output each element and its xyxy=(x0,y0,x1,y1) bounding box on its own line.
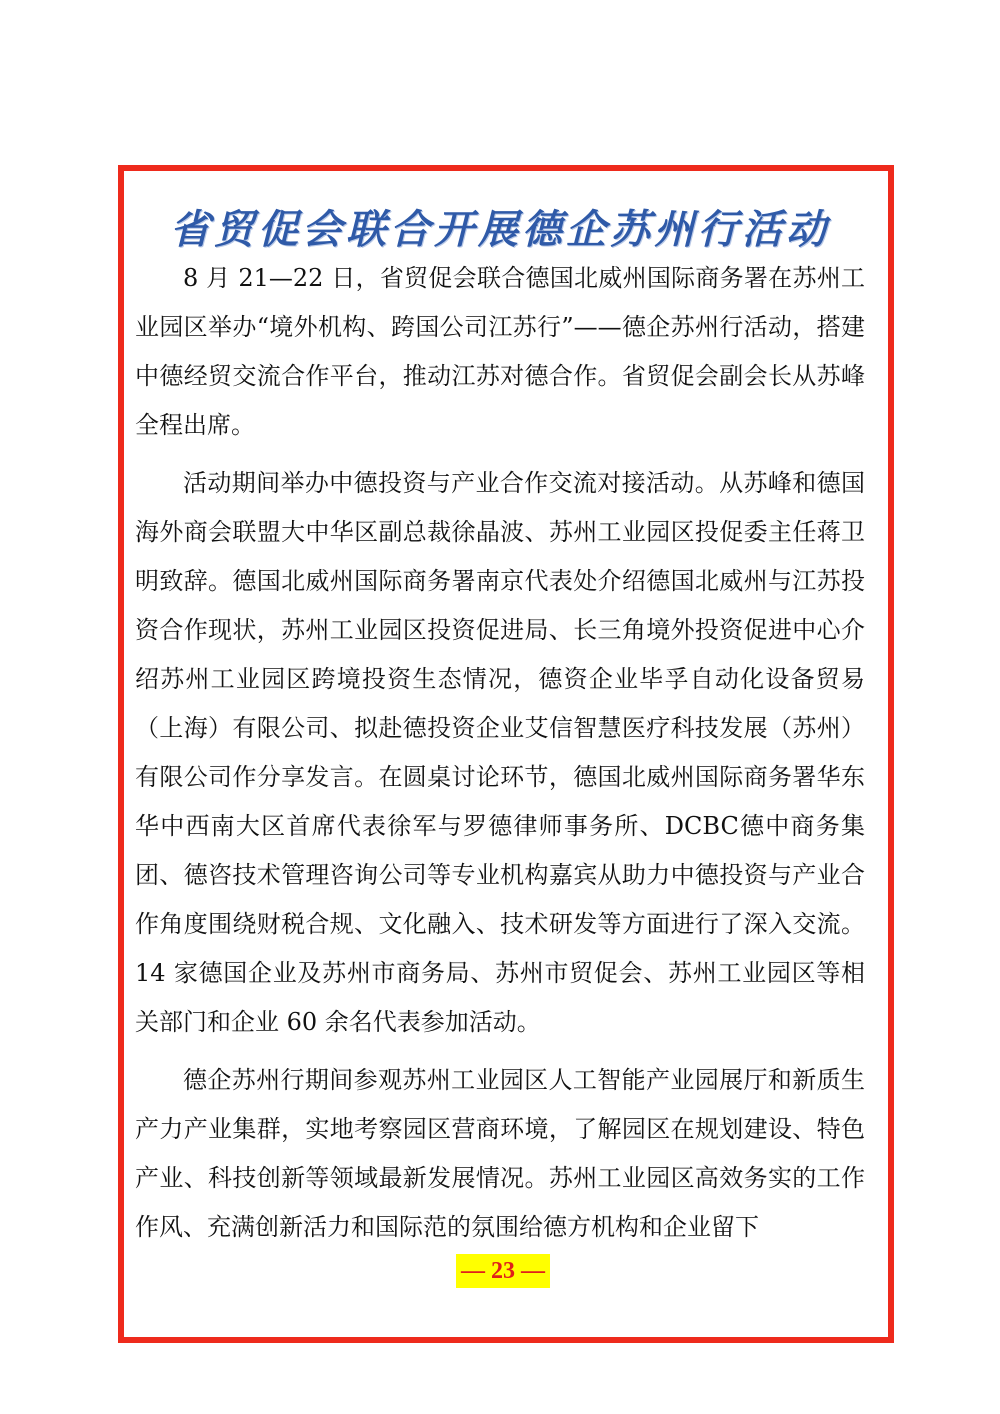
paragraph-1: 8 月 21—22 日，省贸促会联合德国北威州国际商务署在苏州工业园区举办“境外机构、跨国公司江苏行”——德企苏州行活动，搭建中德经贸交流合作平台，推动江苏对德合作。省贸促会副会长从苏峰全程出席。 xyxy=(135,264,865,439)
article-title: 省贸促会联合开展德企苏州行活动 xyxy=(170,207,830,253)
paragraph-3: 德企苏州行期间参观苏州工业园区人工智能产业园展厅和新质生产力产业集群，实地考察园区营商环境，了解园区在规划建设、特色产业、科技创新等领域最新发展情况。苏州工业园区高效务实的工作作风、充满创新活力和国际范的氛围给德方机构和企业留下 xyxy=(135,1066,865,1241)
article-body xyxy=(135,254,865,1252)
paragraph-2: 活动期间举办中德投资与产业合作交流对接活动。从苏峰和德国海外商会联盟大中华区副总裁徐晶波、苏州工业园区投促委主任蒋卫明致辞。德国北威州国际商务署南京代表处介绍德国北威州与江苏投资合作现状，苏州工业园区投资促进局、长三角境外投资促进中心介绍苏州工业园区跨境投资生态情况，德资企业毕孚自动化设备贸易（上海）有限公司、拟赴德投资企业艾信智慧医疗科技发展（苏州）有限公司作分享发言。在圆桌讨论环节，德国北威州国际商务署华东华中西南大区首席代表徐军与罗德律师事务所、DCBC德中商务集团、德咨技术管理咨询公司等专业机构嘉宾从助力中德投资与产业合作角度围绕财税合规、文化融入、技术研发等方面进行了深入交流。14 家德国企业及苏州市商务局、苏州市贸促会、苏州工业园区等相关部门和企业 60 余名代表参加活动。 xyxy=(135,469,865,1036)
page-number: — 23 — xyxy=(456,1254,550,1288)
